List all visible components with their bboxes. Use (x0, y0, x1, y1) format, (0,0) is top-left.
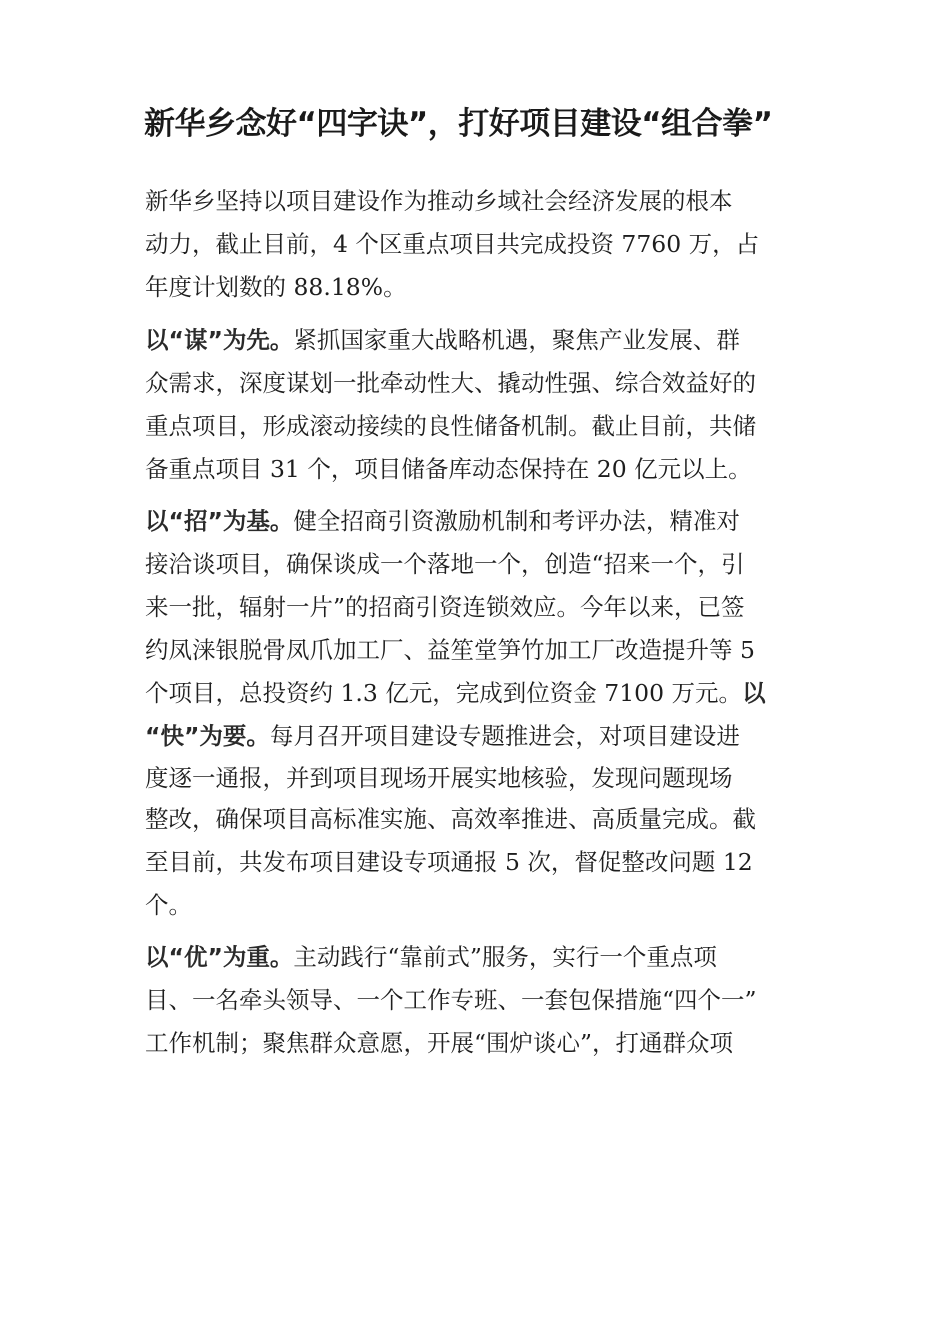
text-line: 工作机制；聚焦群众意愿，开展“围炉谈心”，打通群众项 (145, 1029, 734, 1057)
text-line: 个。 (145, 891, 192, 919)
paragraph-lead-heading: 以“招”为基。 (145, 507, 294, 535)
text-line: 整改，确保项目高标准实施、高效率推进、高质量完成。截 (145, 805, 756, 833)
paragraph-lead-heading: 以“谋”为先。 (145, 326, 294, 354)
text-line: 重点项目，形成滚动接续的良性储备机制。截止目前，共储 (145, 412, 756, 440)
text-line: 健全招商引资激励机制和考评办法，精准对 (293, 507, 740, 535)
text-line: 目、一名牵头领导、一个工作专班、一套包保措施“四个一” (145, 986, 757, 1014)
text-line: 新华乡坚持以项目建设作为推动乡域社会经济发展的根本 (145, 187, 733, 215)
paragraph-planning (145, 319, 811, 491)
paragraph-speed (145, 715, 811, 927)
paragraph-investment (145, 500, 811, 715)
text-line: 备重点项目 31 个，项目储备库动态保持在 20 亿元以上。 (145, 455, 752, 483)
paragraph-lead-heading: 以 (742, 679, 766, 707)
text-line: 动力，截止目前，4 个区重点项目共完成投资 7760 万，占 (145, 230, 760, 258)
text-line: 来一批，辐射一片”的招商引资连锁效应。今年以来，已签 (145, 593, 745, 621)
text-line: 至目前，共发布项目建设专项通报 5 次，督促整改问题 12 (145, 848, 753, 876)
text-line: 主动践行“靠前式”服务，实行一个重点项 (293, 943, 717, 971)
text-line: 年度计划数的 88.18%。 (145, 273, 407, 301)
text-line: 接洽谈项目，确保谈成一个落地一个，创造“招来一个，引 (145, 550, 745, 578)
text-line: 度逐一通报，并到项目现场开展实地核验，发现问题现场 (145, 764, 733, 792)
document-title: 新华乡念好“四字诀”，打好项目建设“组合拳” (144, 106, 773, 142)
paragraph-intro (145, 180, 811, 309)
paragraph-lead-heading: 以“优”为重。 (145, 943, 294, 971)
text-line: 个项目，总投资约 1.3 亿元，完成到位资金 7100 万元。 (145, 679, 743, 707)
text-line: 约凤涞银脱骨凤爪加工厂、益笙堂笋竹加工厂改造提升等 5 (145, 636, 755, 664)
paragraph-service (145, 936, 811, 1065)
paragraph-lead-heading: “快”为要。 (145, 722, 270, 750)
text-line: 众需求，深度谋划一批牵动性大、撬动性强、综合效益好的 (145, 369, 756, 397)
text-line: 紧抓国家重大战略机遇，聚焦产业发展、群 (293, 326, 740, 354)
text-line: 每月召开项目建设专题推进会，对项目建设进 (269, 722, 740, 750)
